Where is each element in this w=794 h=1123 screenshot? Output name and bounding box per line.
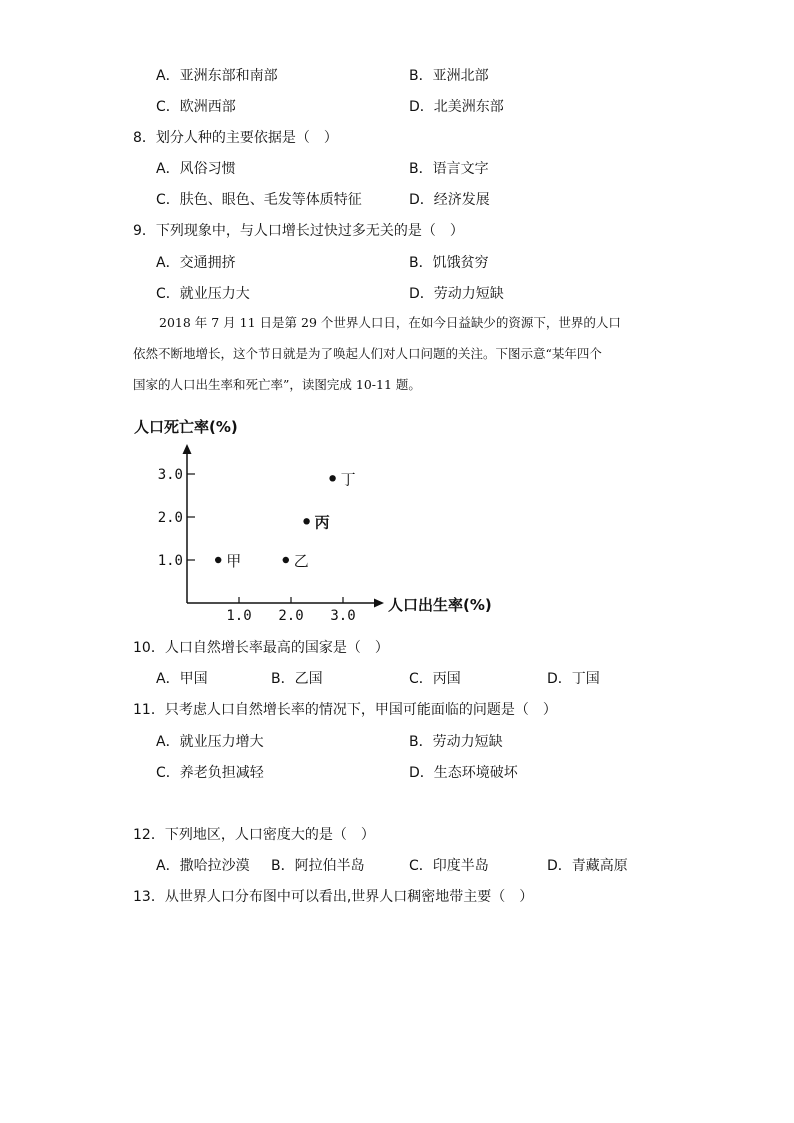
q11-option-a: A．就业压力增大 bbox=[156, 734, 264, 750]
q7-option-d: D．北美洲东部 bbox=[409, 99, 504, 115]
passage-line-2: 依然不断地增长，这个节日就是为了唤起人们对人口问题的关注。下图示意“某年四个 bbox=[133, 346, 602, 361]
q8-option-a: A．风俗习惯 bbox=[156, 161, 236, 177]
data-point bbox=[215, 557, 221, 563]
q8-option-b: B．语言文字 bbox=[409, 161, 489, 177]
q8-option-d: D．经济发展 bbox=[409, 192, 490, 208]
data-point-label: 乙 bbox=[293, 552, 309, 570]
y-tick-label: 2.0 bbox=[157, 510, 183, 526]
x-axis-title: 人口出生率(%) bbox=[388, 596, 492, 614]
q12-option-c: C．印度半岛 bbox=[409, 858, 489, 874]
q9-option-a: A．交通拥挤 bbox=[156, 255, 236, 271]
data-point-label: 丙 bbox=[314, 513, 330, 532]
q10-option-c: C．丙国 bbox=[409, 671, 461, 687]
y-ticks bbox=[158, 467, 195, 569]
y-tick-label: 1.0 bbox=[157, 553, 183, 569]
passage-line-1: 2018 年 7 月 11 日是第 29 个世界人口日，在如今日益缺少的资源下，世界的人口 bbox=[159, 315, 621, 330]
q11-option-d: D．生态环境破坏 bbox=[409, 765, 518, 781]
q12-option-d: D．青藏高原 bbox=[547, 858, 628, 874]
data-points bbox=[215, 470, 356, 570]
x-axis-arrow-icon bbox=[374, 599, 384, 608]
data-point bbox=[303, 518, 309, 524]
q13-stem: 13．从世界人口分布图中可以看出,世界人口稠密地带主要（ ） bbox=[133, 889, 534, 905]
data-point bbox=[283, 557, 289, 563]
data-point-label: 丁 bbox=[340, 470, 356, 489]
q9-option-c: C．就业压力大 bbox=[156, 286, 250, 302]
y-axis-arrow-icon bbox=[183, 444, 192, 454]
q11-option-b: B．劳动力短缺 bbox=[409, 734, 503, 750]
q10-option-b: B．乙国 bbox=[271, 671, 323, 687]
q12-stem: 12．下列地区，人口密度大的是（ ） bbox=[133, 827, 375, 843]
q7-option-c: C．欧洲西部 bbox=[156, 99, 236, 115]
q11-option-c: C．养老负担减轻 bbox=[156, 765, 264, 781]
q8-stem: 8．划分人种的主要依据是（ ） bbox=[133, 130, 338, 146]
q12-option-a: A．撒哈拉沙漠 bbox=[156, 858, 250, 874]
q9-option-d: D．劳动力短缺 bbox=[409, 286, 504, 302]
q12-option-b: B．阿拉伯半岛 bbox=[271, 858, 365, 874]
q7-option-b: B．亚洲北部 bbox=[409, 68, 489, 84]
passage-line-3: 国家的人口出生率和死亡率”，读图完成 10-11 题。 bbox=[133, 377, 421, 392]
q11-stem: 11．只考虑人口自然增长率的情况下，甲国可能面临的问题是（ ） bbox=[133, 702, 557, 718]
q9-stem: 9．下列现象中，与人口增长过快过多无关的是（ ） bbox=[133, 223, 464, 239]
q10-option-a: A．甲国 bbox=[156, 671, 208, 687]
birth-death-rate-chart bbox=[130, 410, 510, 625]
data-point bbox=[329, 475, 335, 481]
x-tick-label: 3.0 bbox=[330, 608, 356, 624]
q10-option-d: D．丁国 bbox=[547, 671, 600, 687]
x-tick-label: 1.0 bbox=[226, 608, 252, 624]
y-axis-title: 人口死亡率(%) bbox=[134, 418, 238, 436]
q9-option-b: B．饥饿贫穷 bbox=[409, 255, 489, 271]
q8-option-c: C．肤色、眼色、毛发等体质特征 bbox=[156, 192, 362, 208]
x-ticks bbox=[226, 597, 355, 624]
x-tick-label: 2.0 bbox=[278, 608, 304, 624]
y-tick-label: 3.0 bbox=[157, 467, 183, 483]
data-point-label: 甲 bbox=[226, 552, 242, 570]
q10-stem: 10．人口自然增长率最高的国家是（ ） bbox=[133, 640, 389, 656]
q7-option-a: A．亚洲东部和南部 bbox=[156, 68, 278, 84]
